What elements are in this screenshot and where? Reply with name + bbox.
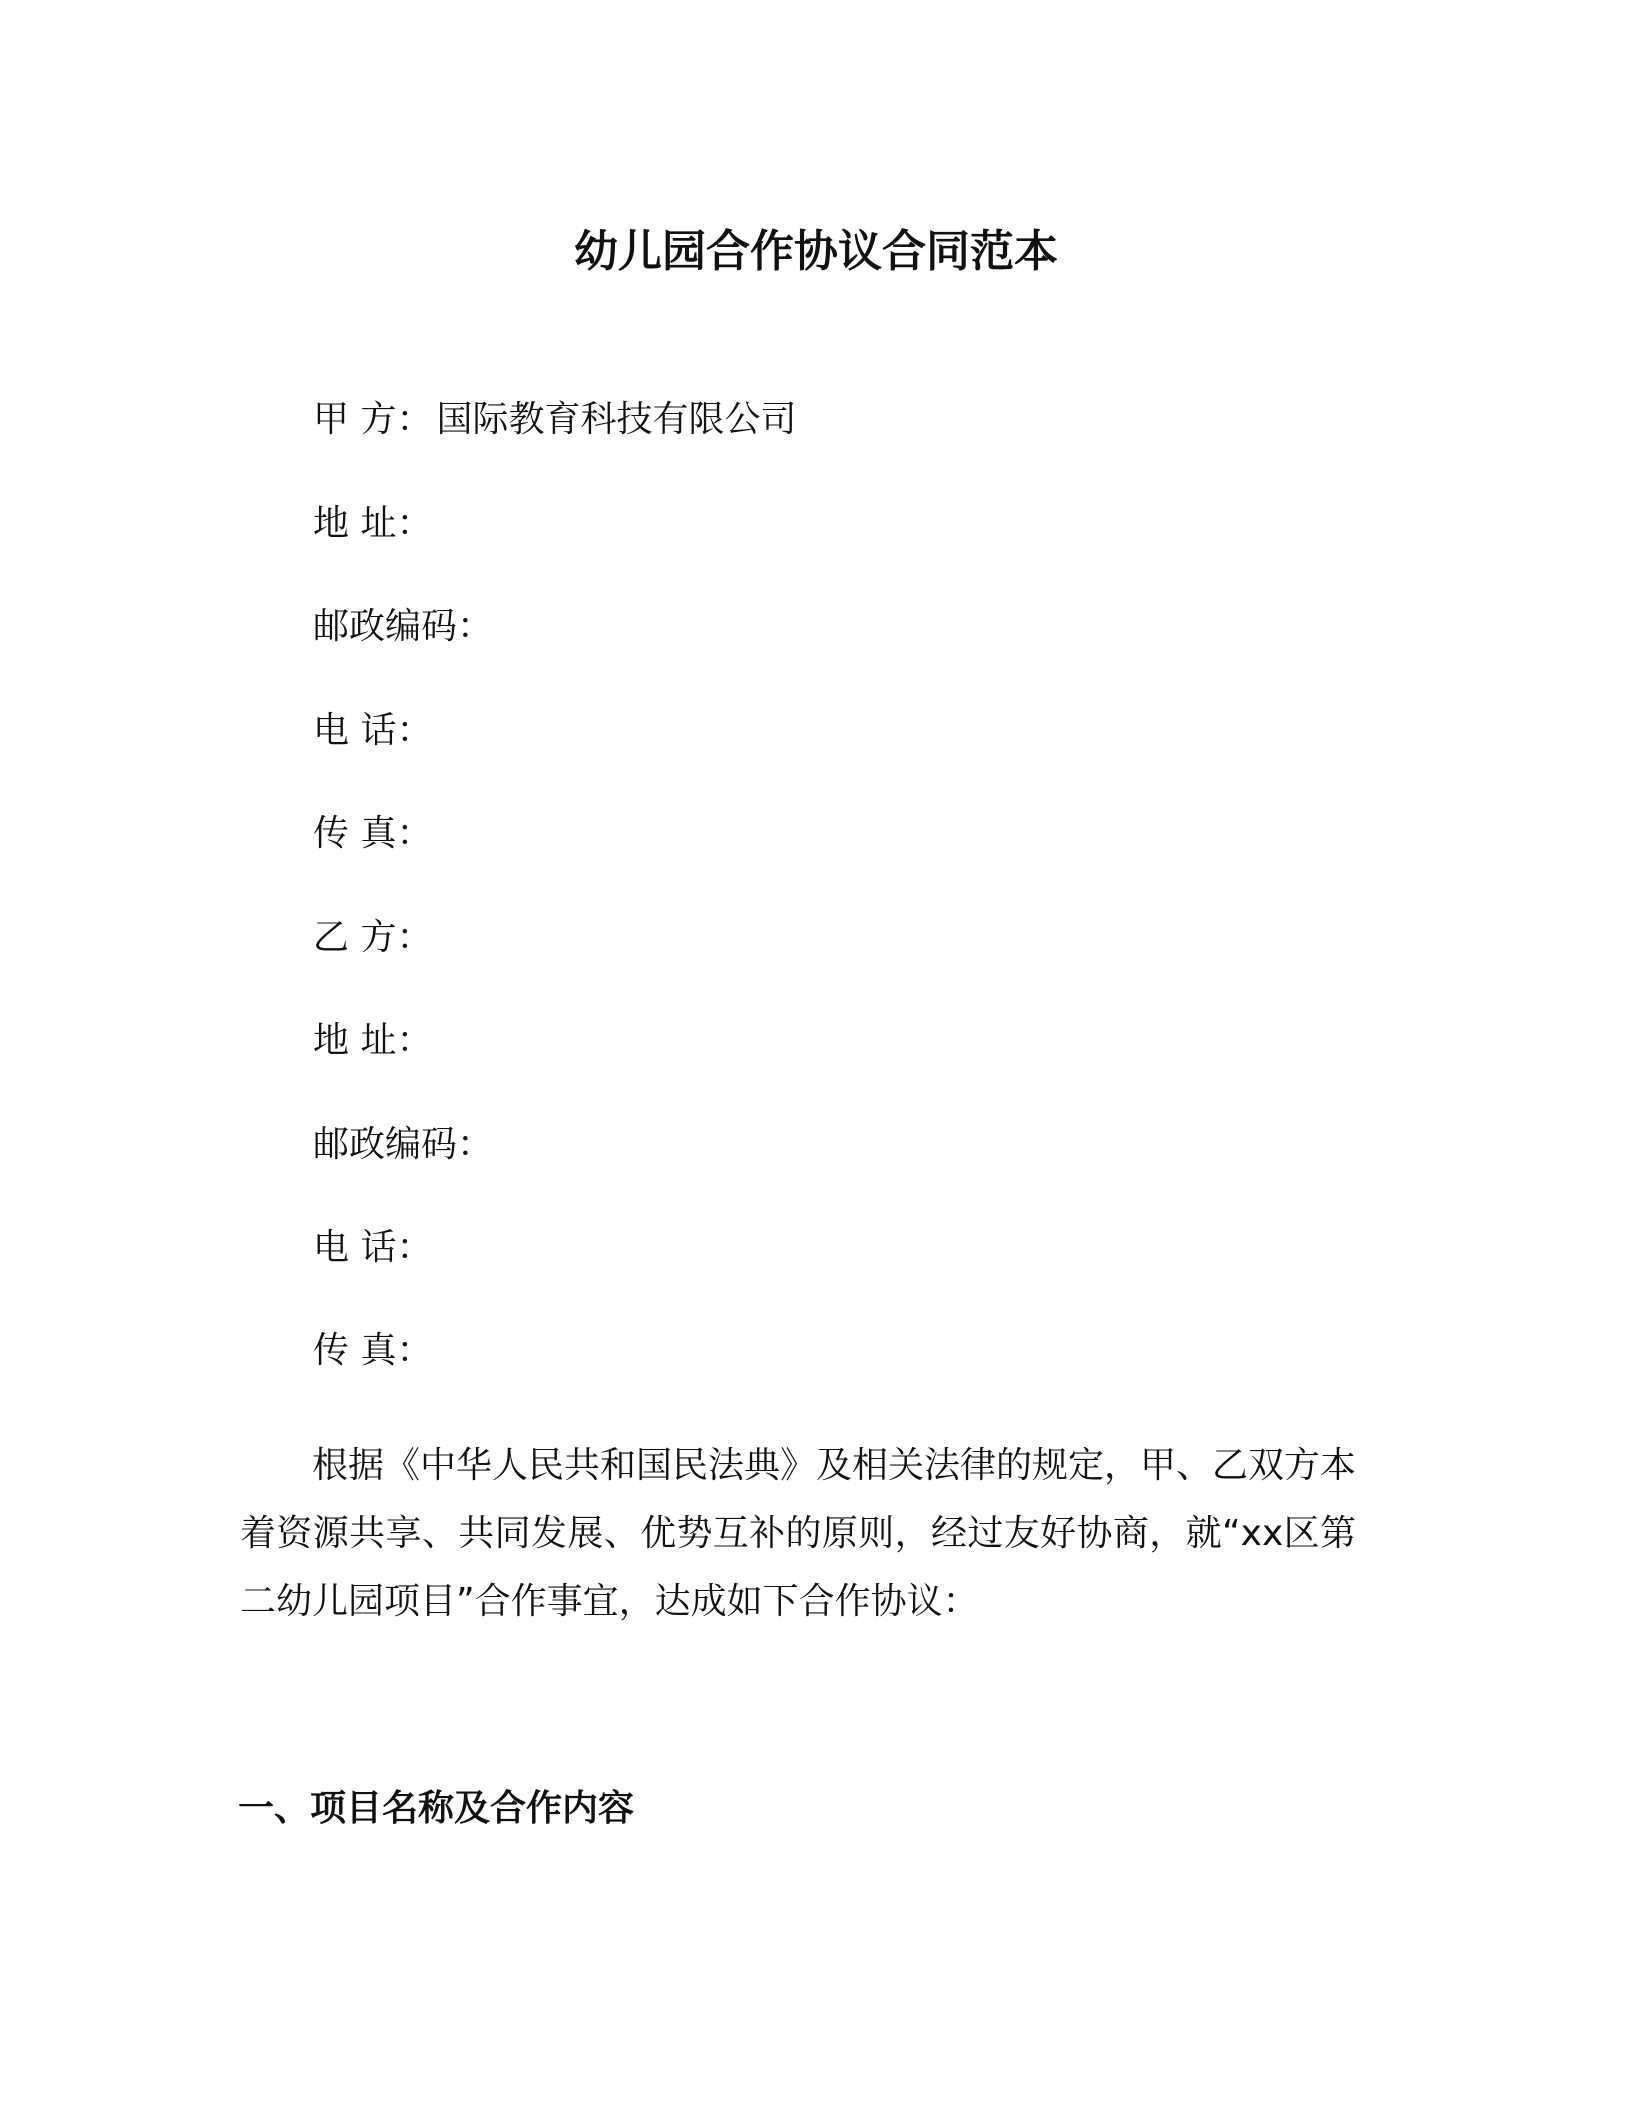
intro-paragraph: 根据《中华人民共和国民法典》及相关法律的规定，甲、乙双方本着资源共享、共同发展、优势互补的原则，经过友好协商，就“xx区第二幼儿园项目”合作事宜，达成如下合作协议： xyxy=(240,1445,1357,1622)
party-a-fax-label: 传 真： xyxy=(313,813,433,854)
party-b-phone-label: 电 话： xyxy=(313,1227,433,1268)
section-1-heading: 一、项目名称及合作内容 xyxy=(238,1788,635,1829)
party-a-label: 甲 方： xyxy=(313,399,433,440)
party-a-phone-label: 电 话： xyxy=(313,710,433,751)
party-b-fax-label: 传 真： xyxy=(313,1330,433,1371)
party-a-address-label: 地 址： xyxy=(313,503,433,544)
party-b-label: 乙 方： xyxy=(313,917,433,958)
party-a-line xyxy=(313,396,796,444)
party-b-address-label: 地 址： xyxy=(313,1020,433,1061)
document-title: 幼儿园合作协议合同范本 xyxy=(574,226,1058,277)
party-a-name: 国际教育科技有限公司 xyxy=(436,399,797,440)
party-a-postcode-label: 邮政编码： xyxy=(313,606,494,647)
party-b-postcode-label: 邮政编码： xyxy=(313,1124,494,1165)
